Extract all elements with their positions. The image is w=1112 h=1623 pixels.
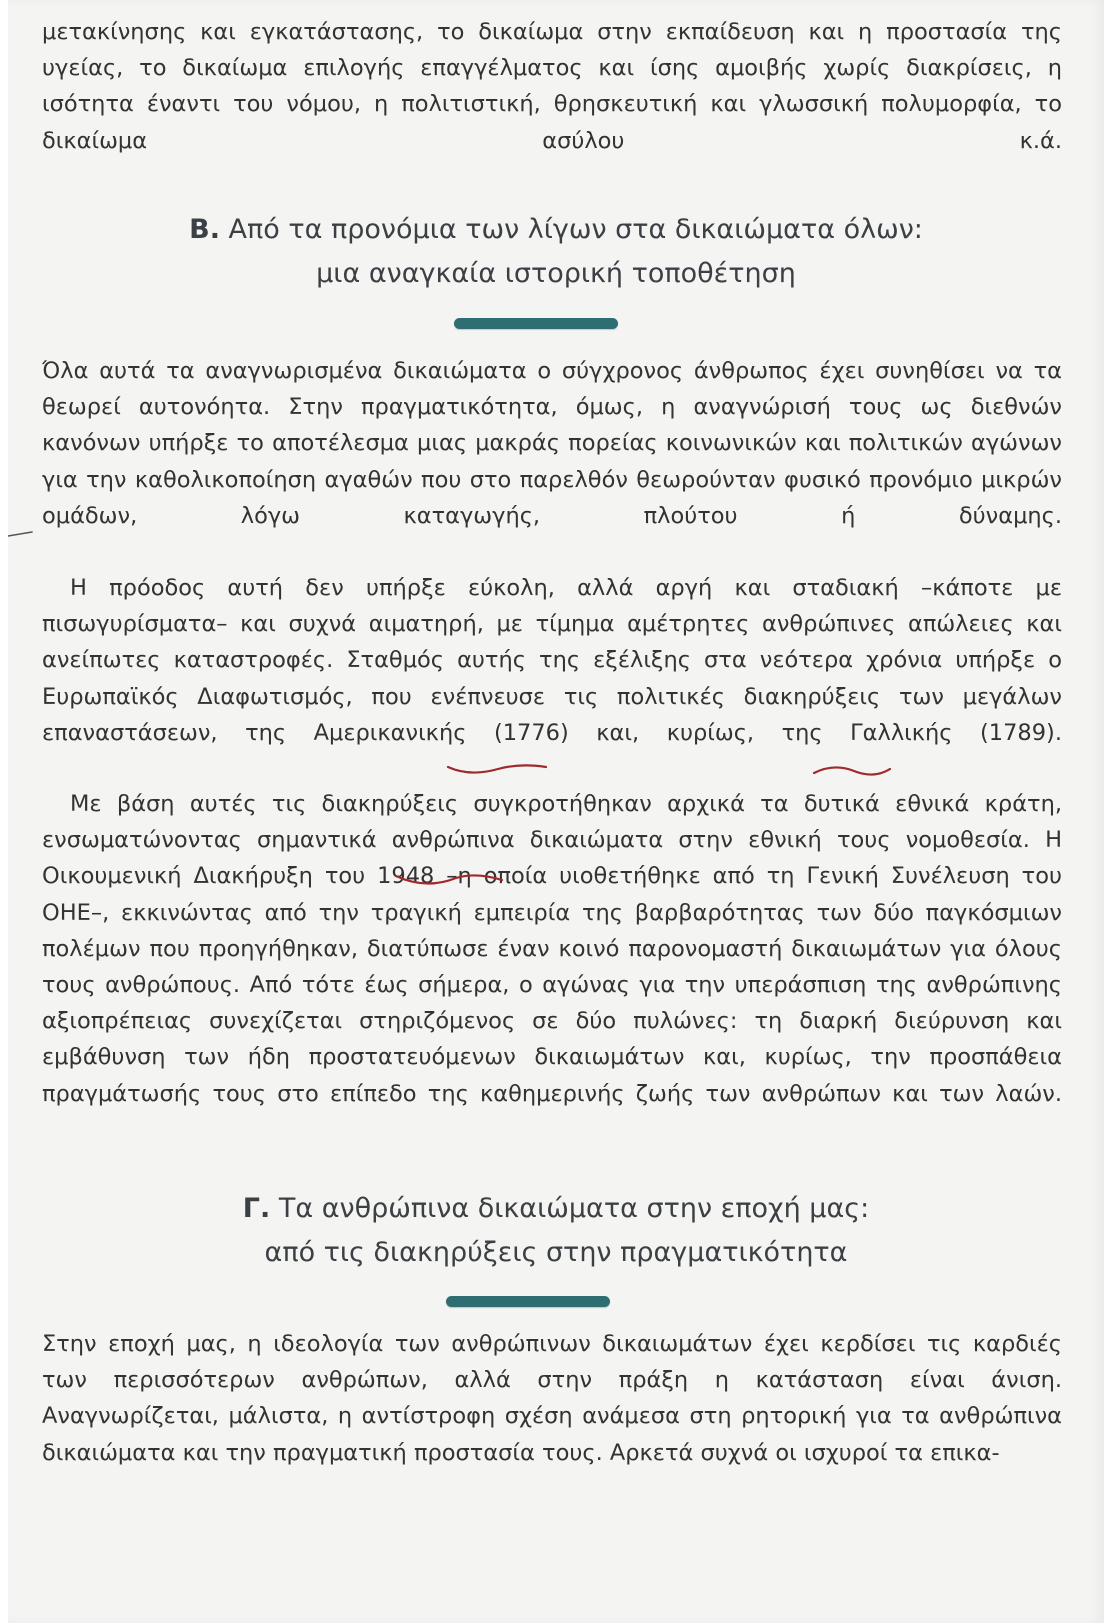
paragraph-c1: Στην εποχή μας, η ιδεολογία των ανθρώπινων δικαιωμάτων έχει κερδίσει τις καρδιές των περισσότερων ανθρώπων, αλλά στην πράξη η κατάσταση είναι άνιση. Αναγνωρίζεται, μάλιστα, η αντίστροφη σχέση ανάμεσα στη ρητορική για τα ανθρώπινα δικαιώματα και την πραγματική προστασία τους. Αρκετά συχνά οι ισχυροί τα επικα- [42, 1331, 1062, 1466]
paragraph-b1: Όλα αυτά τα αναγνωρισμένα δικαιώματα ο σύγχρονος άνθρωπος έχει συνηθίσει να τα θεωρεί αυτονόητα. Στην πραγματικότητα, όμως, η αναγνώρισή τους ως διεθνών κανόνων υπήρξε το αποτέλεσμα μιας μακράς πορείας κοινωνικών και πολιτικών αγώνων για την καθολικοποίηση αγαθών που στο παρελθόν θεωρούνταν φυσικό προνόμιο μικρών ομάδων, λόγω καταγωγής, πλούτου ή δύναμης. [42, 358, 1062, 529]
book-page [8, 0, 1104, 1623]
pen-underline-1776 [448, 765, 546, 772]
section-b-divider [454, 318, 618, 329]
section-c-title-line2: από τις διακηρύξεις στην πραγματικότητα [264, 1237, 848, 1268]
section-b-heading [8, 208, 1104, 296]
paragraph-b2: Η πρόοδος αυτή δεν υπήρξε εύκολη, αλλά αργή και σταδιακή –κάποτε με πισωγυρίσματα– και συχνά αιματηρή, με τίμημα αμέτρητες ανθρώπινες απώλειες και ανείπωτες καταστροφές. Σταθμός αυτής της εξέλιξης στα νεότερα χρόνια υπήρξε ο Ευρωπαϊκός Διαφωτισμός, που ενέπνευσε τις πολιτικές διακηρύξεις των μεγάλων επαναστάσεων, της Αμερικανικής (1776) και, κυρίως, της Γαλλικής (1789). [42, 575, 1062, 746]
pen-margin-mark [8, 532, 32, 536]
pen-underline-1789 [814, 767, 890, 774]
section-c-heading [8, 1187, 1104, 1275]
section-c-divider [446, 1296, 610, 1307]
section-c-letter: Γ. [242, 1193, 271, 1224]
section-b-title-line2: μια αναγκαία ιστορική τοποθέτηση [316, 258, 796, 289]
paragraph-b3: Με βάση αυτές τις διακηρύξεις συγκροτήθηκαν αρχικά τα δυτικά εθνικά κράτη, ενσωματώνοντας σημαντικά ανθρώπινα δικαιώματα στην εθνική τους νομοθεσία. Η Οικουμενική Διακήρυξη του 1948 –η οποία υιοθετήθηκε από τη Γενική Συνέλευση του ΟΗΕ–, εκκινώντας από την τραγική εμπειρία της βαρβαρότητας των δύο παγκόσμιων πολέμων που προηγήθηκαν, διατύπωσε έναν κοινό παρονομαστή δικαιωμάτων για όλους τους ανθρώπους. Από τότε έως σήμερα, ο αγώνας για την υπεράσπιση της ανθρώπινης αξιοπρέπειας συνεχίζεται στηριζόμενος σε δύο πυλώνες: τη διαρκή διεύρυνση και εμβάθυνση των ήδη προστατευόμενων δικαιωμάτων και, κυρίως, την προσπάθεια πραγμάτωσής τους στο επίπεδο της καθημερινής ζωής των ανθρώπων και των λαών. [42, 791, 1062, 1107]
paragraph-top: μετακίνησης και εγκατάστασης, το δικαίωμα στην εκπαίδευση και η προστασία της υγείας, το δικαίωμα επιλογής επαγγέλματος και ίσης αμοιβής χωρίς διακρίσεις, η ισότητα έναντι του νόμου, η πολιτιστική, θρησκευτική και γλωσσική πολυμορφία, το δικαίωμα ασύλου κ.ά. [42, 19, 1062, 154]
section-b-letter: Β. [189, 214, 220, 245]
section-c-title-line1: Γ. Τα ανθρώπινα δικαιώματα στην εποχή μας: [242, 1193, 870, 1224]
section-b-title-line1: Β. Από τα προνόμια των λίγων στα δικαιώματα όλων: [189, 214, 923, 245]
